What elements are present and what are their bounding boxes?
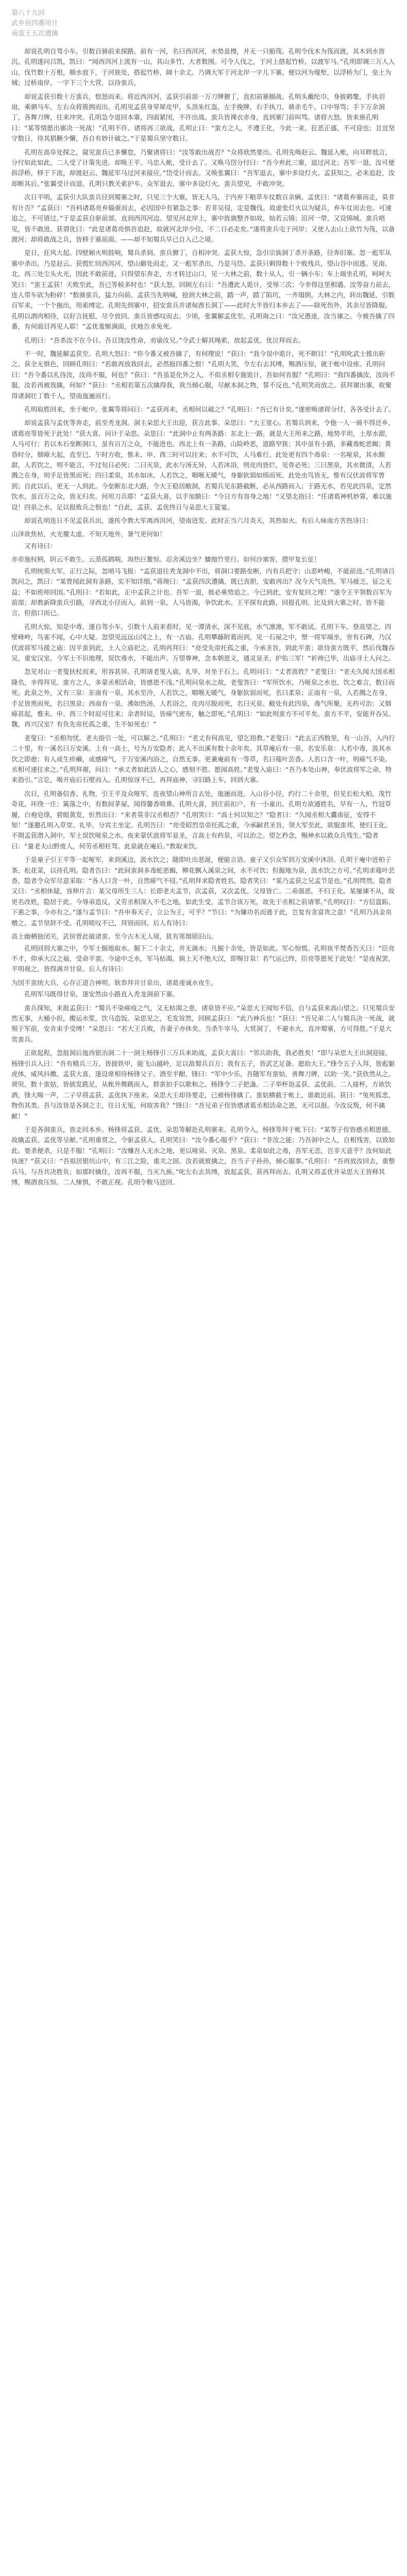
poem-line: 赤帝施权柄，阴云不敢生。云蒸孤鹤喘，海热巨鳌惊。忍舍溪边坐？慵抛竹里行。如何沙塞客，擐甲复长征！ <box>11 555 321 564</box>
chapter-number: 第八十九回 <box>11 9 45 17</box>
paragraph: 于是各洞蛮兵，皆走回本乡。杨锋将孟获、孟优、朵思等解赴孔明寨来。孔明令入，杨锋等拜于帐下曰：“某等子侄皆感丞相恩德，故擒孟获、孟优等呈献。”孔明重赏之，令驱孟获入。孔明笑曰：“汝今番心服乎？”获曰：“非汝之能；乃吾洞中之人，自相残害，以致如此。要杀便杀，只是不服！”孔明曰：“汝赚吾入无水之地，更以哑泉、灭泉、黑泉、柔泉如此之毒，吾军无恙，岂非天意乎？汝何如此执迷？”获又曰：“吾祖居银坑山中，有三江之险，重关之固。汝若就彼擒之，吾当子子孙孙，倾心服事。”孔明曰：“吾再放汝回去，重整兵马，与吾共决胜负；如那时擒住，汝再不服，当灭九族。”叱左右去其缚，放起孟获。获再拜而去。孔明又将孟优并朵思大王皆释其缚，赐酒食压惊。二人悚惧，不敢正视。孔明令鞍马送回。 <box>11 1126 395 1187</box>
poem-line: 高士幽栖独闭关，武侯曾此破诸蛮。至今古木无人境，犹有寒烟锁旧山。 <box>11 933 218 941</box>
paragraph: 蛮兵探知，来报孟获曰：“蜀兵不染瘴疫之气，又无枯渴之患，诸泉皆不应。”朵思大王闻知不信，自与孟获来高山望之。只见蜀兵安然无事，大桶小担，搬运水浆，饮马造饭。朵思见之，毛发耸然，回顾孟获曰：“此乃神兵也！”获曰：“吾兄弟二人与蜀兵决一死战，就殒于军前，安肯束手受缚！”朵思曰：“若大王兵败，吾妻子亦休矣。当杀牛宰马，大赏洞丁，不避水火，直冲蜀寨，方可得胜。”于是大赏蛮兵。 <box>11 1004 395 1043</box>
chapter-title-line-1: 武乡侯四番用计 <box>11 20 59 27</box>
paragraph: 孔明军马既得甘泉，遂安然由小路直入秃龙洞前下寨。 <box>24 990 179 998</box>
paragraph: 却说孟获引数十万蛮兵，恨怒而来。将近西洱河，孟获引前部一万刀牌獠丁，直扣前寨搦战。孔明头戴纶巾，身披鹤氅，手执羽扇，乘驷马车，左右众将簇拥而出。孔明见孟获身穿犀皮甲，头顶朱红盔，左手挽牌，右手执刀，骑赤毛牛，口中辱骂；手下万余洞丁，各舞刀牌，往来冲突。孔明急令退回本寨，四面紧闭，不许出战。蛮兵皆裸衣赤身，直到寨门前叫骂。诸将大怒，皆来禀孔明曰：“某等情愿出寨决一死战！”孔明不许。诸将再三欲战，孔明止曰：“蛮方之人，不遵王化，今此一来，狂恶正盛，不可迎也；且宜坚守数日，待其猖獗少懈，吾自有妙计破之。”于是蜀兵坚守数日。 <box>11 92 395 143</box>
paragraph: 却说孔明自驾小车，引数百骑前来探路。前有一河，名曰西洱河，水势虽慢，并无一只船筏。孔明令伐木为筏而渡，其木到水皆沉。孔明遂问吕凯，凯曰：“闻西洱河上流有一山，其山多竹，大者数围。可令人伐之，于河上搭起竹桥，以渡军马。”孔明即调三万人入山，伐竹数十万根，顺水放下，于河狭处，搭起竹桥，阔十余丈。乃调大军于河北岸一字儿下寨，便以河为壕堑，以浮桥为门，垒土为城；过桥南岸，一字下三个大营，以待蛮兵。 <box>11 47 395 87</box>
poem-line: 山泽欲焦枯，火光覆太虚。不知天地外，暑气更何如！ <box>11 530 166 538</box>
paragraph: 孔明统领大军，正行之际，忽哨马飞报：“孟获退往秃龙洞中不出，将洞口要路垒断，内有兵把守；山恶岭峻，不能前进。”孔明请吕凯问之，凯曰：“某曾闻此洞有条路，实不知详细。”蒋琬曰：“孟获四次遭擒，既已丧胆，安敢再出？况今天气炎热，军马疲乏，征之无益；不如班师回国。”孔明曰：“若如此，正中孟获之计也。吾军一退，彼必乘势追之。今已到此，安有复回之理！”遂令王平领数百军为前部；却教新降蛮兵引路，寻西北小径而入。前到一泉，人马皆渴，争饮此水。王平探有此路，回报孔明。比及到大寨之时，皆不能言，但指口而已。 <box>11 567 395 617</box>
paragraph: 不一时，魏延解孟获至。孔明大怒曰：“你今番又被吾擒了，有何理说！”获曰：“我今误中诡计，死不瞑目！”孔明叱武士推出斩之。获全无惧色，回顾孔明曰：“若敢再放我回去，必然报四番之恨！”孔明大笑，令左右去其缚，赐酒压惊，就于帐中设座。孔明问曰：“吾今番以礼待汝，汝尚不服，何也？”获曰：“吾虽是化外之人，不似丞相专施诡计，吾如何肯服？”孔明曰：“我四番擒汝，汝尚不服，汝若再被我擒，何如？”获曰：“丞相若第五次擒得我，我当倾心服，尽献本洞之物，誓不反也。”孔明笑而放之。获拜谢出寨，收聚得诸洞壮丁数千人，望南迤逦而行。 <box>11 349 395 400</box>
paragraph: 孔明在高阜处探之，窥见蛮兵已多懈怠，乃聚诸将曰：“汝等敢出战否？”众将欣然要出。孔明先唤赵云、魏延入帐，向耳畔低言，分付如此如此。二人受了计策先进。却唤王平、马忠入帐，受计去了。又唤马岱分付曰：“吾今弃此三寨，退过河北；吾军一退，汝可便拆浮桥，移于下流，却渡赵云、魏延军马过河来接应。”岱受计而去。又唤张翼曰：“吾军退去，寨中多设灯火。孟获知之，必来追赶，汝却断其后。”张翼受计而退。孔明只教关索护车。众军退去，寨中多设灯火。蛮兵望见，不敢冲突。 <box>11 148 395 188</box>
paragraph: 孔明曰：“吾杀汝不在今日。吾且饶汝性命，劝谕汝兄。”令武士解其绳索，放起孟优。优泣拜而去。 <box>24 336 305 344</box>
chapter-title-line-2: 南蛮王五次遭擒 <box>11 30 59 38</box>
paragraph: 孔明取胜回来，坐于帐中。张翼等将问曰：“孟获再来，丞相何以破之？”孔明曰：“吾已有计矣。”遂密唤诸将分付，各各受计去了。 <box>24 405 395 413</box>
paragraph: 却说孟获与孟优等奔走，前至秃龙洞。洞主朵思大王出迎，获言此事。朵思曰：“大王宽心。若蜀兵到来，令他一人一骑不得还乡，诸葛亮等皆死于此处！”获大喜，问计于朵思。朵思曰：“此洞中止有两条路：东北上一路，就是大王所来之路，地势平坦，土厚水甜，人马可行；若以木石垒断洞口，虽有百万之众，不能进也。西北上有一条路，山险岭恶，道路窄狭；其中虽有小路，多藏毒蛇恶蝎；黄昏时分，烟瘴大起，直至巳、午时方收，惟未、申、酉三时可以往来；水不可饮，人马难行。此处更有四个毒泉：一名哑泉，其水颇甜，人若饮之，则不能言，不过旬日必死；二曰灭泉，此水与汤无异，人若沐浴，则皮肉皆烂，见骨必死；三曰黑泉，其水微清，人若溅之在身，则手足皆黑而死；四曰柔泉，其水如冰，人若饮之，咽喉无暖气，身躯软弱如绵而死。此处虫鸟皆无，惟有汉伏波将军曾到；自此以后，更无一人到此。今垒断东北大路，令大王稳居敝洞，若蜀兵见东路截断，必从西路而入；于路无水，若见此四泉，定然饮水，虽百万之众，皆无归矣。何用刀兵耶！”孟获大喜，以手加额曰：“今日方有容身之地！”又望北指曰：“任诸葛神机妙算，难以施设！四泉之水，足以报败兵之恨也！”自此，孟获、孟优终日与朵思大王筵宴。 <box>11 419 395 511</box>
paragraph: 孔明大惊，知是中毒，遂自驾小车，引数十人前来看时，见一潭清水，深不见底，水气凛凛，军不敢试。孔明下车，登高望之，四壁峰岭，鸟雀不闻，心中大疑。忽望见远远山冈之上，有一古庙。孔明攀藤附葛而到，见一石屋之中，塑一将军端坐，旁有石碑，乃汉伏波将军马援之庙：因平蛮到此，土人立庙祀之。孔明再拜曰：“亮受先帝托孤之重，今承圣旨，到此平蛮；欲待蛮方既平，然后伐魏吞吴，重安汉室。今军士不识地理，误饮毒水，不能出声。万望尊神，念本朝恩义，通灵显圣，护佑三军！”祈祷已毕，出庙寻土人问之。 <box>11 622 395 662</box>
chapter-content <box>11 46 396 1188</box>
poem-line: 为国平蛮统大兵，心存正道合神明。耿恭拜井甘泉出，诸葛虔诚水夜生。 <box>11 978 218 987</box>
paragraph: 是日，狂风大起。四壁厢火明鼓响，蜀兵杀到。蛮兵獠丁，自相冲突。孟获大惊，急引宗族洞丁杀开条路，径奔旧寨。忽一彪军从寨中杀出，乃是赵云。获慌忙回西洱河，望山僻处而走。又一彪军杀出，乃是马岱。孟获只剩得数十个败残兵，望山谷中而逃。见南、北、西三处尘头火光，因此不敢前进，只得望东奔走，方才转过山口，见一大林之前，数十从人，引一辆小车；车上端坐孔明，呵呵大笑曰：“蛮王孟获！天败至此，吾已等候多时也！”获大怒，回顾左右曰：“吾遭此人诡计，受辱三次；今幸得这里相遇。汝等奋力前去，连人带车砍为粉碎！”数骑蛮兵，猛力向前。孟获当先呐喊，抢到大林之前，踏一声，踏了陷坑，一齐塌倒。大林之内，转出魏延，引数百军来，一个个拖出，用索缚定。孔明先到寨中，招安蛮兵并诸甸酋长洞丁——此时大半皆归本乡去了——除死伤外，其余尽皆降服。孔明以酒肉相待，以好言抚慰，尽令放回。蛮兵皆感叹而去。少顷，张翼解孟优至。孔明诲之曰：“汝兄愚迷，汝当谏之。今被吾擒了四番，有何面目再见人耶！”孟优羞惭满面，伏地告求免死。 <box>11 249 395 331</box>
paragraph: 却说孔明连日不见孟获兵出，遂传令教大军离西洱河，望南进发。此时正当六月炎天，其热如火。有后人咏南方苦热诗曰： <box>24 517 372 525</box>
paragraph: 老叟曰：“丞相勿忧。老夫指引一处，可以解之。”孔明曰：“老丈有何高见，望乞指教。”老叟曰：“此去正西数里，有一山谷，入内行二十里，有一溪名曰万安溪。上有一高士，号为万安隐者；此人不出溪有数十余年矣。其草庵后有一泉，名安乐泉：人若中毒，汲其水饮之即愈；有人或生疥癞，或感瘴气，于万安溪内浴之，自然无事。更兼庵前有一等草，名曰薤叶芸香。人若口含一叶，则瘴气不染。丞相可速往求之。”孔明拜谢，问曰：“承丈者如此活人之心，感刻不胜。愿闻高姓。”老叟入庙曰：“吾乃本处山神，奉伏波将军之命，特来指引。”言讫，喝开庙后石壁而入。孔明惊讶不已，再拜庙神，寻旧路上车，回到大寨。 <box>11 734 395 784</box>
chapter-header <box>11 8 396 39</box>
paragraph: 忽见对山一老叟扶杖而来，形容甚异。孔明请老叟入庙，礼毕，对坐于石上。孔明问曰：“丈者高姓？”老叟曰：“老夫久闻大国丞相隆名，幸得拜见。蛮方之人，多蒙丞相活命，皆感恩不浅。”孔明问泉水之故，老叟答曰：“军所饮水，乃哑泉之水也，饮之难言，数日而死。此泉之外，又有三泉：东南有一泉，其水至冷，人若饮之，咽喉无暖气，身躯软弱而死，名曰柔泉；正南有一泉，人若溅之在身，手足皆黑而死，名曰黑泉；西南有一泉，沸如热汤，人若浴之，皮肉尽脱而死，名曰灭泉。敝处有此四泉，毒气所聚，无药可治；又烟瘴甚起，惟未、申、酉三个时辰可往来；余者时辰，皆瘴气密布，触之即死。”孔明曰：“如此则蛮方不可平矣。蛮方不平，安能并吞吴、魏，再兴汉室？有负先帝托孤之重，生不如死也！” <box>11 668 395 728</box>
paragraph: 次日平明，孟获引大队蛮兵径到蜀寨之时，只见三个大寨，皆无人马，于内弃下粮草车仗数百余辆。孟优曰：“诸葛弃寨而走，莫非有计否？”孟获曰：“吾料诸葛亮弃辎重而去，必因国中有紧急之事：若非吴侵，定是魏伐。故虚张灯火以为疑兵，弃车仗而去也。可速追之，不可错过。”于是孟获自驱前部，直到西洱河边。望见河北岸上，寨中旌旗整齐如故，灿若云锦；沿河一带，又设锦城。蛮兵哨见，皆不敢进。获谓优曰：“此是诸葛亮惧吾追赶，故就河北岸少住，不二日必走矣。”遂将蛮兵屯于河岸；又使人去山上砍竹为筏，以备渡河；却将敢战之兵，皆移于寨前面。——却不知蜀兵早已自入己之境。 <box>11 193 395 243</box>
paragraph: 又有诗曰： <box>24 541 57 550</box>
paragraph: 次日，孔明备信香、礼物，引王平及众哑军，连夜望山神所言去处，迤逦而进。入山谷小径，约行二十余里，但见长松大柏，茂竹奇花，环绕一庄；篱落之中，有数间茅屋，闻得馨香喷鼻。孔明大喜，到庄前扣户，有一小童出。孔明方欲通姓名，早有一人，竹冠草履，白袍皂绦，碧眼黄发，忻然出曰：“来者莫非汉丞相否？”孔明笑曰：“高士何以知之？”隐者曰：“久闻丞相大纛南征，安得不知！”遂邀孔明入草堂。礼毕，分宾主坐定。孔明告曰：“亮受昭烈皇帝托孤之重，今承嗣君圣旨，领大军至此，欲服蛮邦，使归王化。不期孟获潜入洞中，军士误饮哑泉之水。夜来蒙伏波将军显圣，言高士有药泉，可以治之。望乞矜念，赐神水以救众兵残生。”隐者曰：“量老夫山野废人，何劳丞相枉驾。此泉就在庵后。”教取来饮。 <box>11 789 392 850</box>
paragraph: 正欲起程，忽报洞后迤西银冶洞二十一洞主杨锋引三万兵来助战。孟获大喜曰：“邻兵助我，我必胜矣！”即与朵思大王出洞迎接。杨锋引兵入曰：“吾有精兵三万，皆披铁甲，能飞山越岭，足以敌蜀兵百万；我有五子，皆武艺足备。愿助大王。”锋令五子入拜，皆彪躯虎体，威风抖擞。孟获大喜，遂设席相待杨锋父子。酒至半酣，锋曰：“军中少乐，吾随军有蛮姑，善舞刀牌，以助一笑。”获欣然从之。须臾，数十蛮姑，皆披发跣足，从帐外舞跳而入，群蛮拍手以歌和之。杨锋令二子把盏。二子举杯诣孟获、孟优前。二人接杯，方欲饮酒，锋大喝一声，二子早将孟获、孟优执下座来。朵思大王却待要走，已被杨锋擒了。蛮姑横截于帐上，谁敢近前。获曰：“兔死狐悲，物伤其类。吾与汝皆是各洞之主，往日无冤，何故害我？”锋曰：“吾兄弟子侄皆感诸葛丞相活命之恩，无可以报。今汝反叛，何不擒献！” <box>11 1049 395 1120</box>
paragraph: 孔明回到大寨之中，令军士掘地取水。掘下二十余丈，并无滴水；凡掘十余处，皆是如此。军心惊慌。孔明夜半焚香告天曰：“臣亮不才，仰承大汉之福，受命平蛮。今途中乏水，军马枯渴。倘上天不绝大汉，即赐甘泉！若气运已终，臣亮等愿死于此处！”是夜祝罢，平明视之，皆得满井甘泉。后人有诗曰： <box>11 944 395 973</box>
paragraph: 于是童子引王平等一起哑军，来到溪边，汲水饮之；随即吐出恶涎，便能言语。童子又引众军到万安溪中沐浴。孔明于庵中进柏子茶、松花菜，以待孔明。隐者告曰：“此间蛮洞多毒蛇恶蝎，柳花飘入溪泉之间，水不可饮；但掘地为泉，汲水饮之方可。”孔明求薤叶芸香，隐者令众军尽意采取：“各人口含一叶，自然瘴气不侵。”孔明拜求隐者姓名，隐者笑曰：“某乃孟获之兄孟节是也。”孔明愕然。隐者又曰：“丞相休疑，容伸片言：某父母所生三人：长即老夫孟节，次孟获，又次孟优。父母皆亡。二弟强恶，不归王化。某屡谏不从，故更名改姓，隐居于此。今辱弟造反，又劳丞相深入不毛之地，如此生受，孟节合该万死，故先于丞相之前请罪。”孔明叹曰：“方信盗跖、下惠之事，今亦有之。”遂与孟节曰：“吾申奏天子，立公为王，可乎？”节曰：“为嫌功名而逃于此，岂复有贪富贵之意！”孔明乃具金帛赠之。孟节坚辞不受。孔明嗟叹不已，拜别而回。后人有诗曰： <box>11 856 395 927</box>
